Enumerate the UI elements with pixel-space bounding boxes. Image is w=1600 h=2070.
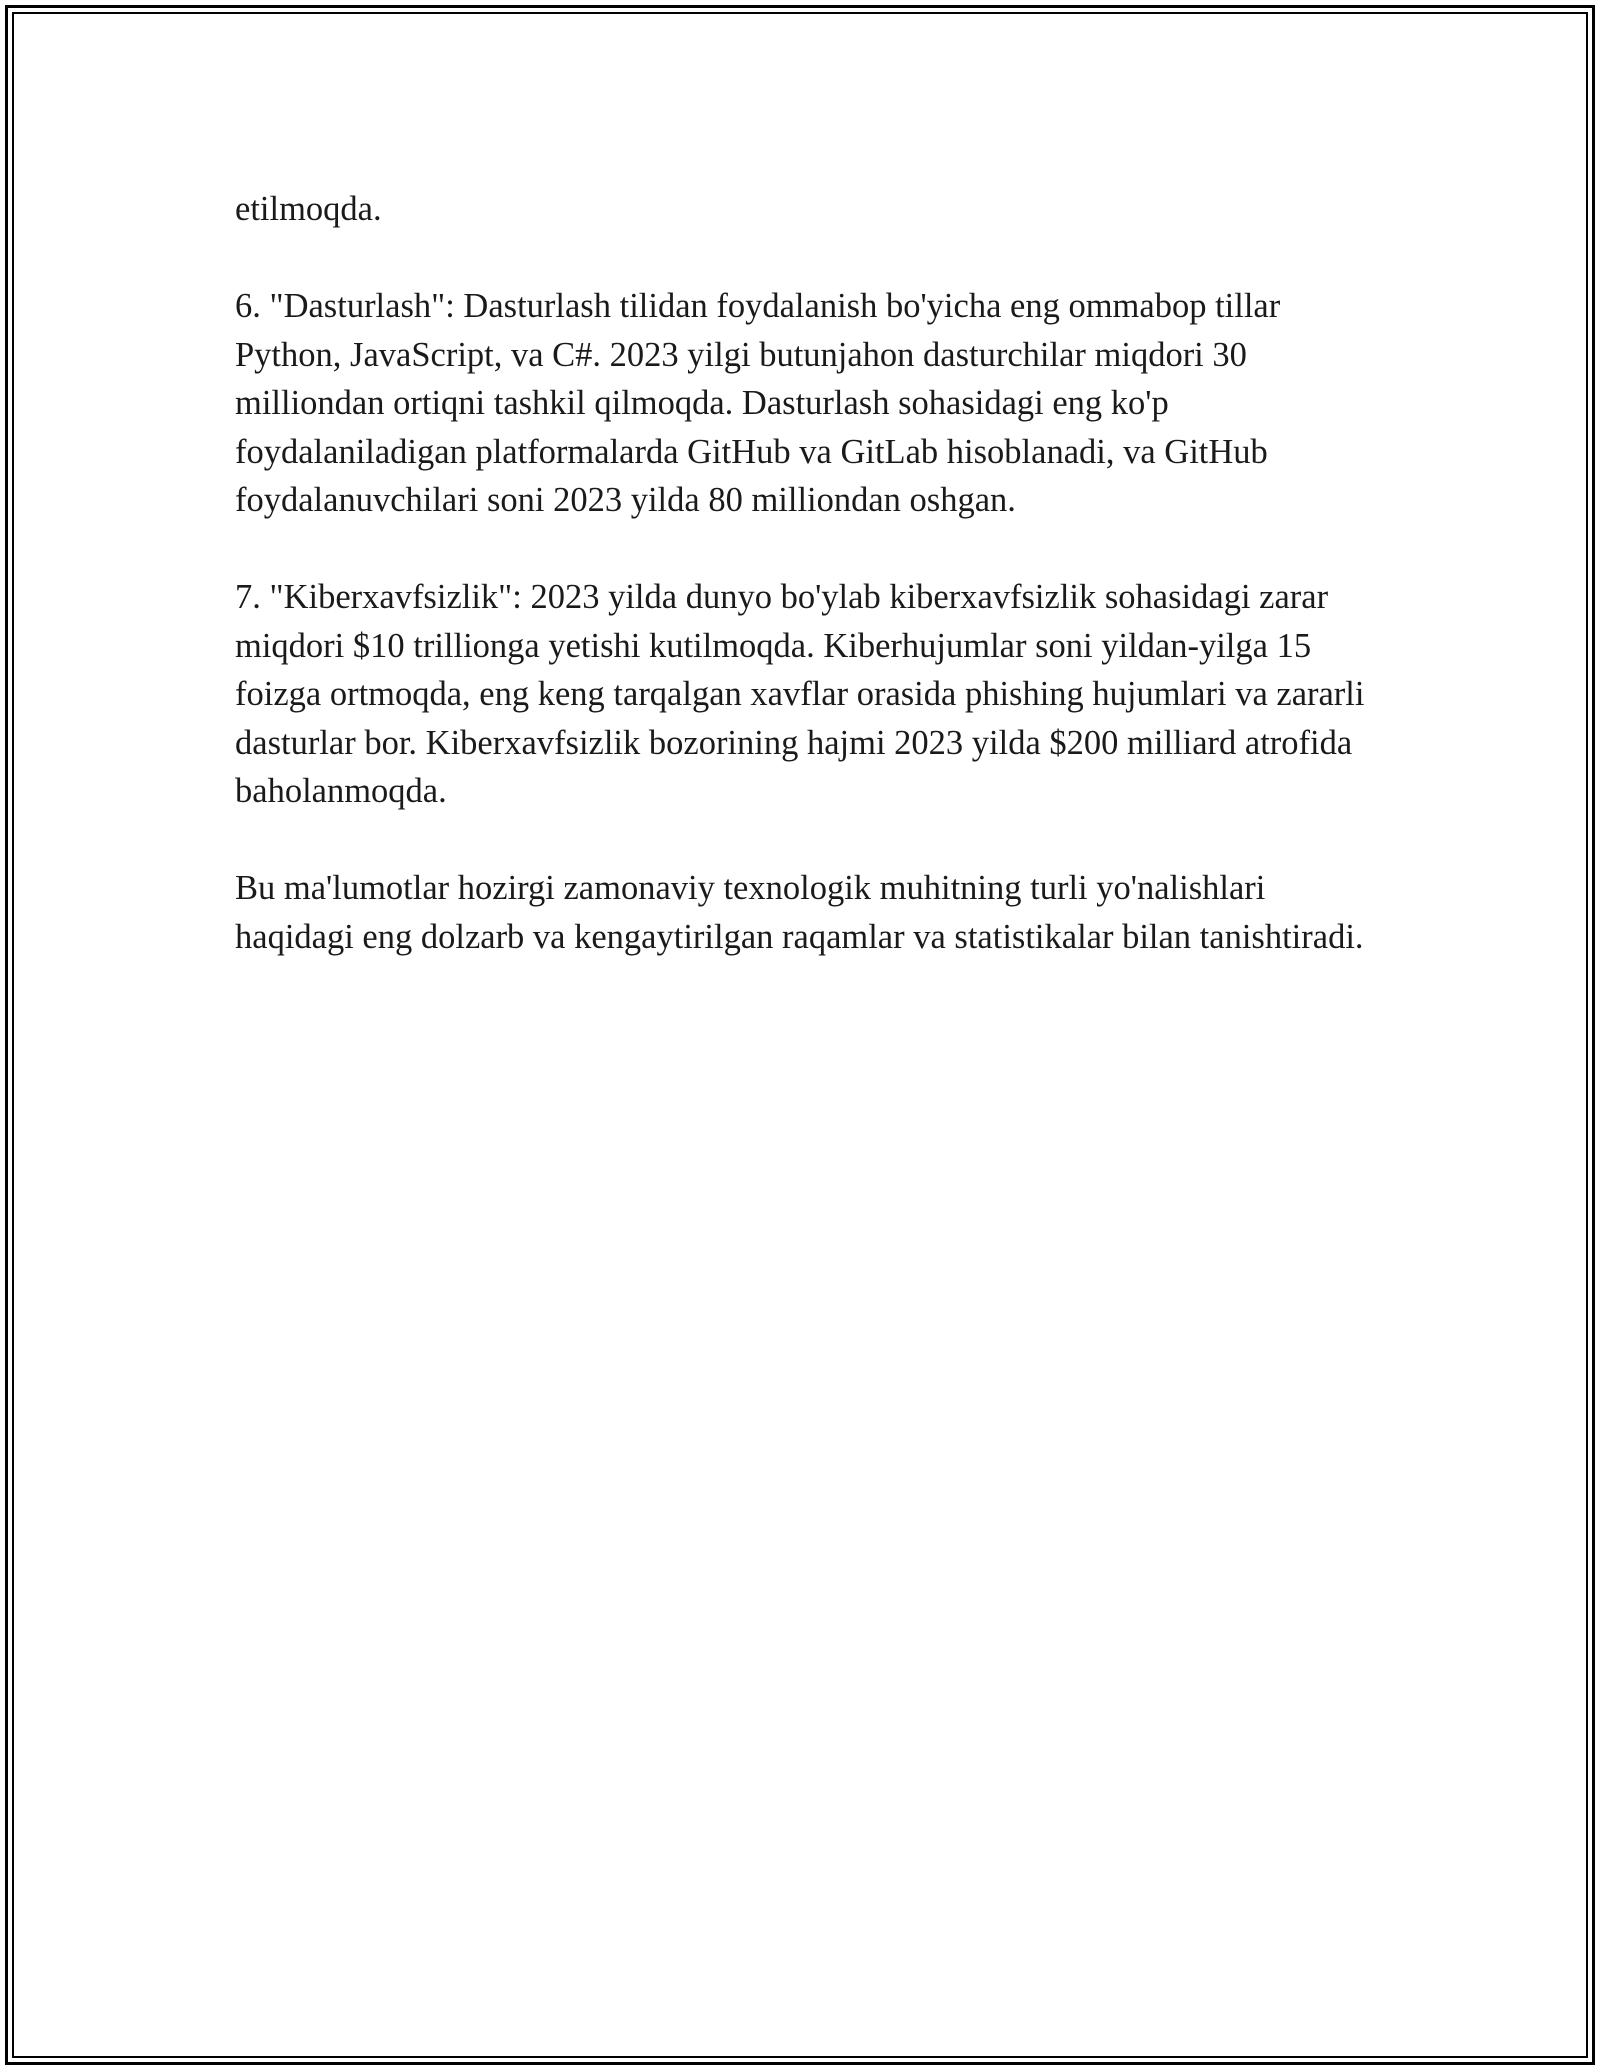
paragraph-dasturlash: 6. "Dasturlash": Dasturlash tilidan foydalanish bo'yicha eng ommabop tillar Python, JavaScript, va C#. 2023 yilgi butunjahon dasturchilar miqdori 30 milliondan ortiqni tashkil qilmoqda. Dasturlash sohasidagi eng ko'p foydalaniladigan platformalarda GitHub va GitLab hisoblanadi, va GitHub foydalanuvchilari soni 2023 yilda 80 milliondan oshgan.	[235, 287, 1281, 519]
paragraph-continuation: etilmoqda.	[235, 190, 382, 228]
paragraph-conclusion: Bu ma'lumotlar hozirgi zamonaviy texnologik muhitning turli yo'nalishlari haqidagi eng dolzarb va kengaytirilgan raqamlar va statistikalar bilan tanishtiradi.	[235, 869, 1364, 956]
document-body	[235, 185, 1365, 1010]
paragraph-kiberxavfsizlik: 7. "Kiberxavfsizlik": 2023 yilda dunyo bo'ylab kiberxavfsizlik sohasidagi zarar miqdori $10 trillionga yetishi kutilmoqda. Kiberhujumlar soni yildan-yilga 15 foizga ortmoqda, eng keng tarqalgan xavflar orasida phishing hujumlari va zararli dasturlar bor. Kiberxavfsizlik bozorining hajmi 2023 yilda $200 milliard atrofida baholanmoqda.	[235, 578, 1365, 810]
